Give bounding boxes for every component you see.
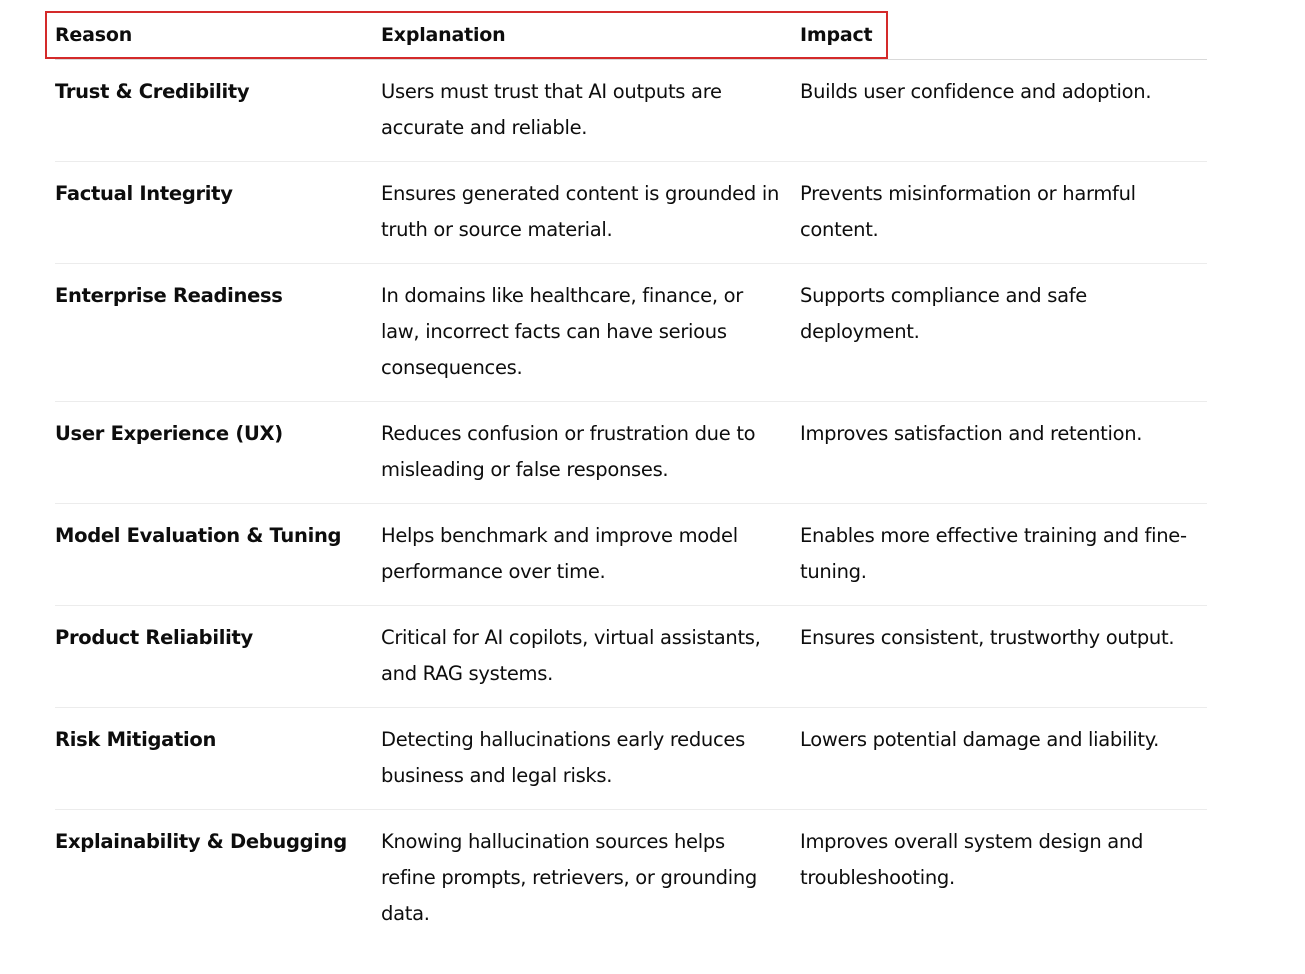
cell-explanation: Critical for AI copilots, virtual assistants, and RAG systems. — [381, 606, 800, 708]
cell-reason: Product Reliability — [55, 606, 381, 708]
comparison-table-container — [55, 10, 1207, 947]
table-row — [55, 162, 1207, 264]
cell-reason: Trust & Credibility — [55, 60, 381, 162]
cell-reason: Risk Mitigation — [55, 708, 381, 810]
cell-impact: Ensures consistent, trustworthy output. — [800, 606, 1207, 708]
table-row — [55, 402, 1207, 504]
cell-reason: Model Evaluation & Tuning — [55, 504, 381, 606]
cell-impact: Improves satisfaction and retention. — [800, 402, 1207, 504]
header-impact: Impact — [800, 10, 1207, 60]
cell-impact: Supports compliance and safe deployment. — [800, 264, 1207, 402]
cell-impact: Enables more effective training and fine-tuning. — [800, 504, 1207, 606]
header-explanation: Explanation — [381, 10, 800, 60]
table-body — [55, 60, 1207, 948]
cell-reason: Enterprise Readiness — [55, 264, 381, 402]
table-row — [55, 606, 1207, 708]
cell-explanation: Knowing hallucination sources helps refine prompts, retrievers, or grounding data. — [381, 830, 757, 925]
header-reason: Reason — [55, 10, 381, 60]
comparison-table — [55, 10, 1207, 947]
cell-impact: Prevents misinformation or harmful content. — [800, 162, 1207, 264]
table-row — [55, 810, 1207, 948]
cell-explanation: Detecting hallucinations early reduces business and legal risks. — [381, 708, 800, 810]
cell-reason: User Experience (UX) — [55, 402, 381, 504]
cell-explanation: Ensures generated content is grounded in truth or source material. — [381, 162, 800, 264]
cell-impact: Lowers potential damage and liability. — [800, 708, 1207, 810]
cell-explanation: Users must trust that AI outputs are accurate and reliable. — [381, 60, 800, 162]
cell-explanation: Reduces confusion or frustration due to misleading or false responses. — [381, 402, 800, 504]
table-header — [55, 10, 1207, 60]
cell-explanation: In domains like healthcare, finance, or law, incorrect facts can have serious consequences. — [381, 264, 800, 402]
table-row — [55, 264, 1207, 402]
table-row — [55, 708, 1207, 810]
cell-reason: Explainability & Debugging — [55, 830, 347, 853]
table-row — [55, 504, 1207, 606]
cell-impact: Builds user confidence and adoption. — [800, 60, 1207, 162]
cell-impact: Improves overall system design and troubleshooting. — [800, 830, 1144, 889]
header-row — [55, 10, 1207, 60]
cell-explanation: Helps benchmark and improve model performance over time. — [381, 504, 800, 606]
table-row — [55, 60, 1207, 162]
cell-reason: Factual Integrity — [55, 162, 381, 264]
